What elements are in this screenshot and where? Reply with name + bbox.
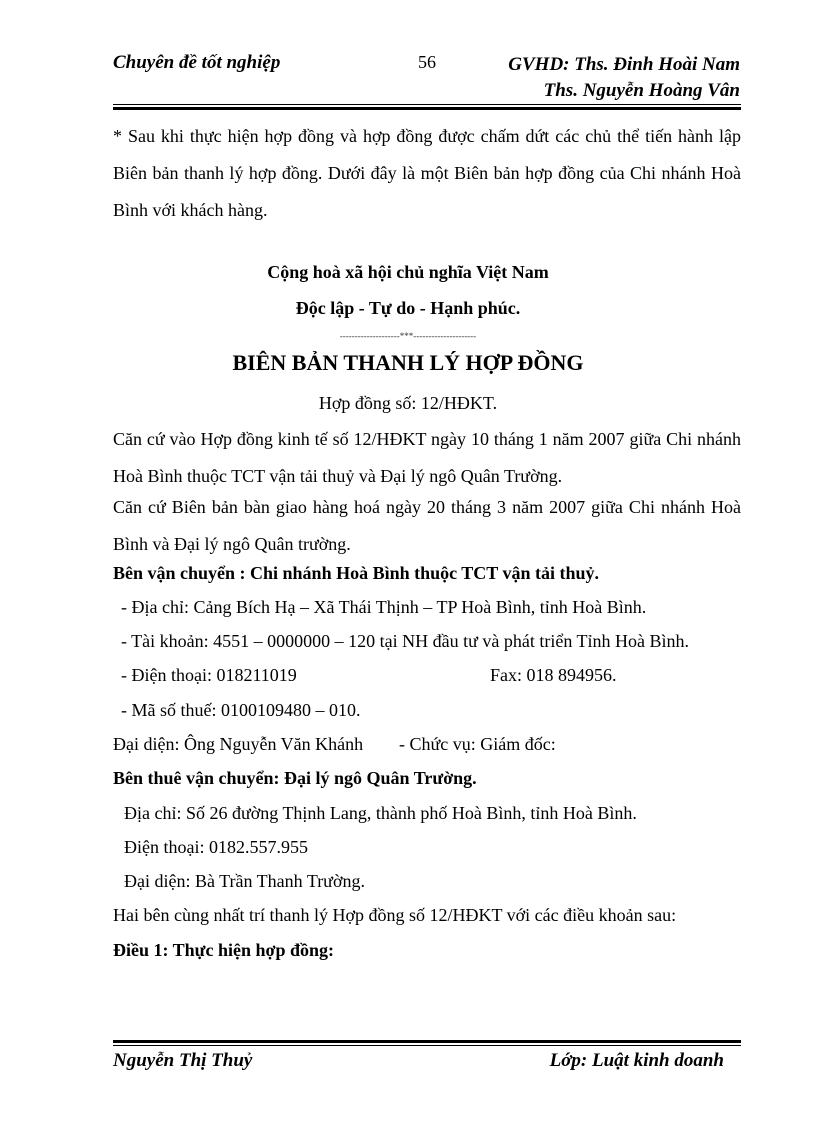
- basis-paragraph-1: Căn cứ vào Hợp đồng kinh tế số 12/HĐKT ngày 10 tháng 1 năm 2007 giữa Chi nhánh Hoà Bình thuộc TCT vận tải thuỷ và Đại lý ngô Quân Trường.: [113, 429, 741, 486]
- motto-line-2: Độc lập - Tự do - Hạnh phúc.: [295, 298, 521, 318]
- header-rule-thin: [113, 104, 741, 105]
- client-phone: Điện thoại: 0182.557.955: [124, 837, 308, 857]
- motto-line-1: Cộng hoà xã hội chủ nghĩa Việt Nam: [267, 262, 549, 282]
- basis-paragraph-2: Căn cứ Biên bản bàn giao hàng hoá ngày 20 tháng 3 năm 2007 giữa Chi nhánh Hoà Bình và Đại lý ngô Quân trường.: [113, 497, 741, 554]
- supervisor-2: Ths. Nguyễn Hoàng Vân: [543, 80, 740, 101]
- carrier-phone: - Điện thoại: 018211019: [121, 665, 297, 685]
- contract-number: Hợp đồng số: 12/HĐKT.: [318, 393, 498, 413]
- footer-rule-thin: [113, 1045, 741, 1046]
- carrier-address: - Địa chỉ: Cảng Bích Hạ – Xã Thái Thịnh – TP Hoà Bình, tỉnh Hoà Bình.: [121, 597, 647, 617]
- agreement-line: Hai bên cùng nhất trí thanh lý Hợp đồng số 12/HĐKT với các điều khoản sau:: [113, 905, 677, 925]
- document-title: BIÊN BẢN THANH LÝ HỢP ĐỒNG: [232, 350, 584, 375]
- carrier-account: - Tài khoản: 4551 – 0000000 – 120 tại NH đầu tư và phát triển Tỉnh Hoà Bình.: [121, 631, 690, 651]
- header-rule-thick: [113, 107, 741, 110]
- intro-paragraph: * Sau khi thực hiện hợp đồng và hợp đồng được chấm dứt các chủ thể tiến hành lập Biên bản thanh lý hợp đồng. Dưới đây là một Biên bản hợp đồng của Chi nhánh Hoà Bình với khách hàng.: [113, 126, 741, 220]
- header-thesis-label: Chuyên đề tốt nghiệp: [113, 52, 281, 73]
- footer-author: Nguyễn Thị Thuỷ: [113, 1050, 253, 1071]
- carrier-representative: Đại diện: Ông Nguyễn Văn Khánh: [113, 734, 364, 754]
- supervisor-1: GVHD: Ths. Đinh Hoài Nam: [508, 54, 740, 75]
- carrier-position: - Chức vụ: Giám đốc:: [399, 734, 556, 754]
- article-1-heading: Điều 1: Thực hiện hợp đồng:: [113, 940, 334, 960]
- client-address: Địa chỉ: Số 26 đường Thịnh Lang, thành phố Hoà Bình, tỉnh Hoà Bình.: [124, 803, 637, 823]
- footer-rule-thick: [113, 1040, 741, 1043]
- carrier-heading: Bên vận chuyển : Chi nhánh Hoà Bình thuộc TCT vận tải thuỷ.: [113, 563, 599, 583]
- carrier-fax: Fax: 018 894956.: [490, 665, 617, 685]
- page-number: 56: [418, 52, 436, 72]
- carrier-tax-code: - Mã số thuế: 0100109480 – 010.: [121, 700, 361, 720]
- divider: --------------------***---------------------: [339, 331, 477, 341]
- client-heading: Bên thuê vận chuyển: Đại lý ngô Quân Trường.: [113, 768, 477, 788]
- client-representative: Đại diện: Bà Trần Thanh Trường.: [124, 871, 365, 891]
- footer-class: Lớp: Luật kinh doanh: [549, 1050, 724, 1071]
- header-supervisors: [508, 52, 740, 104]
